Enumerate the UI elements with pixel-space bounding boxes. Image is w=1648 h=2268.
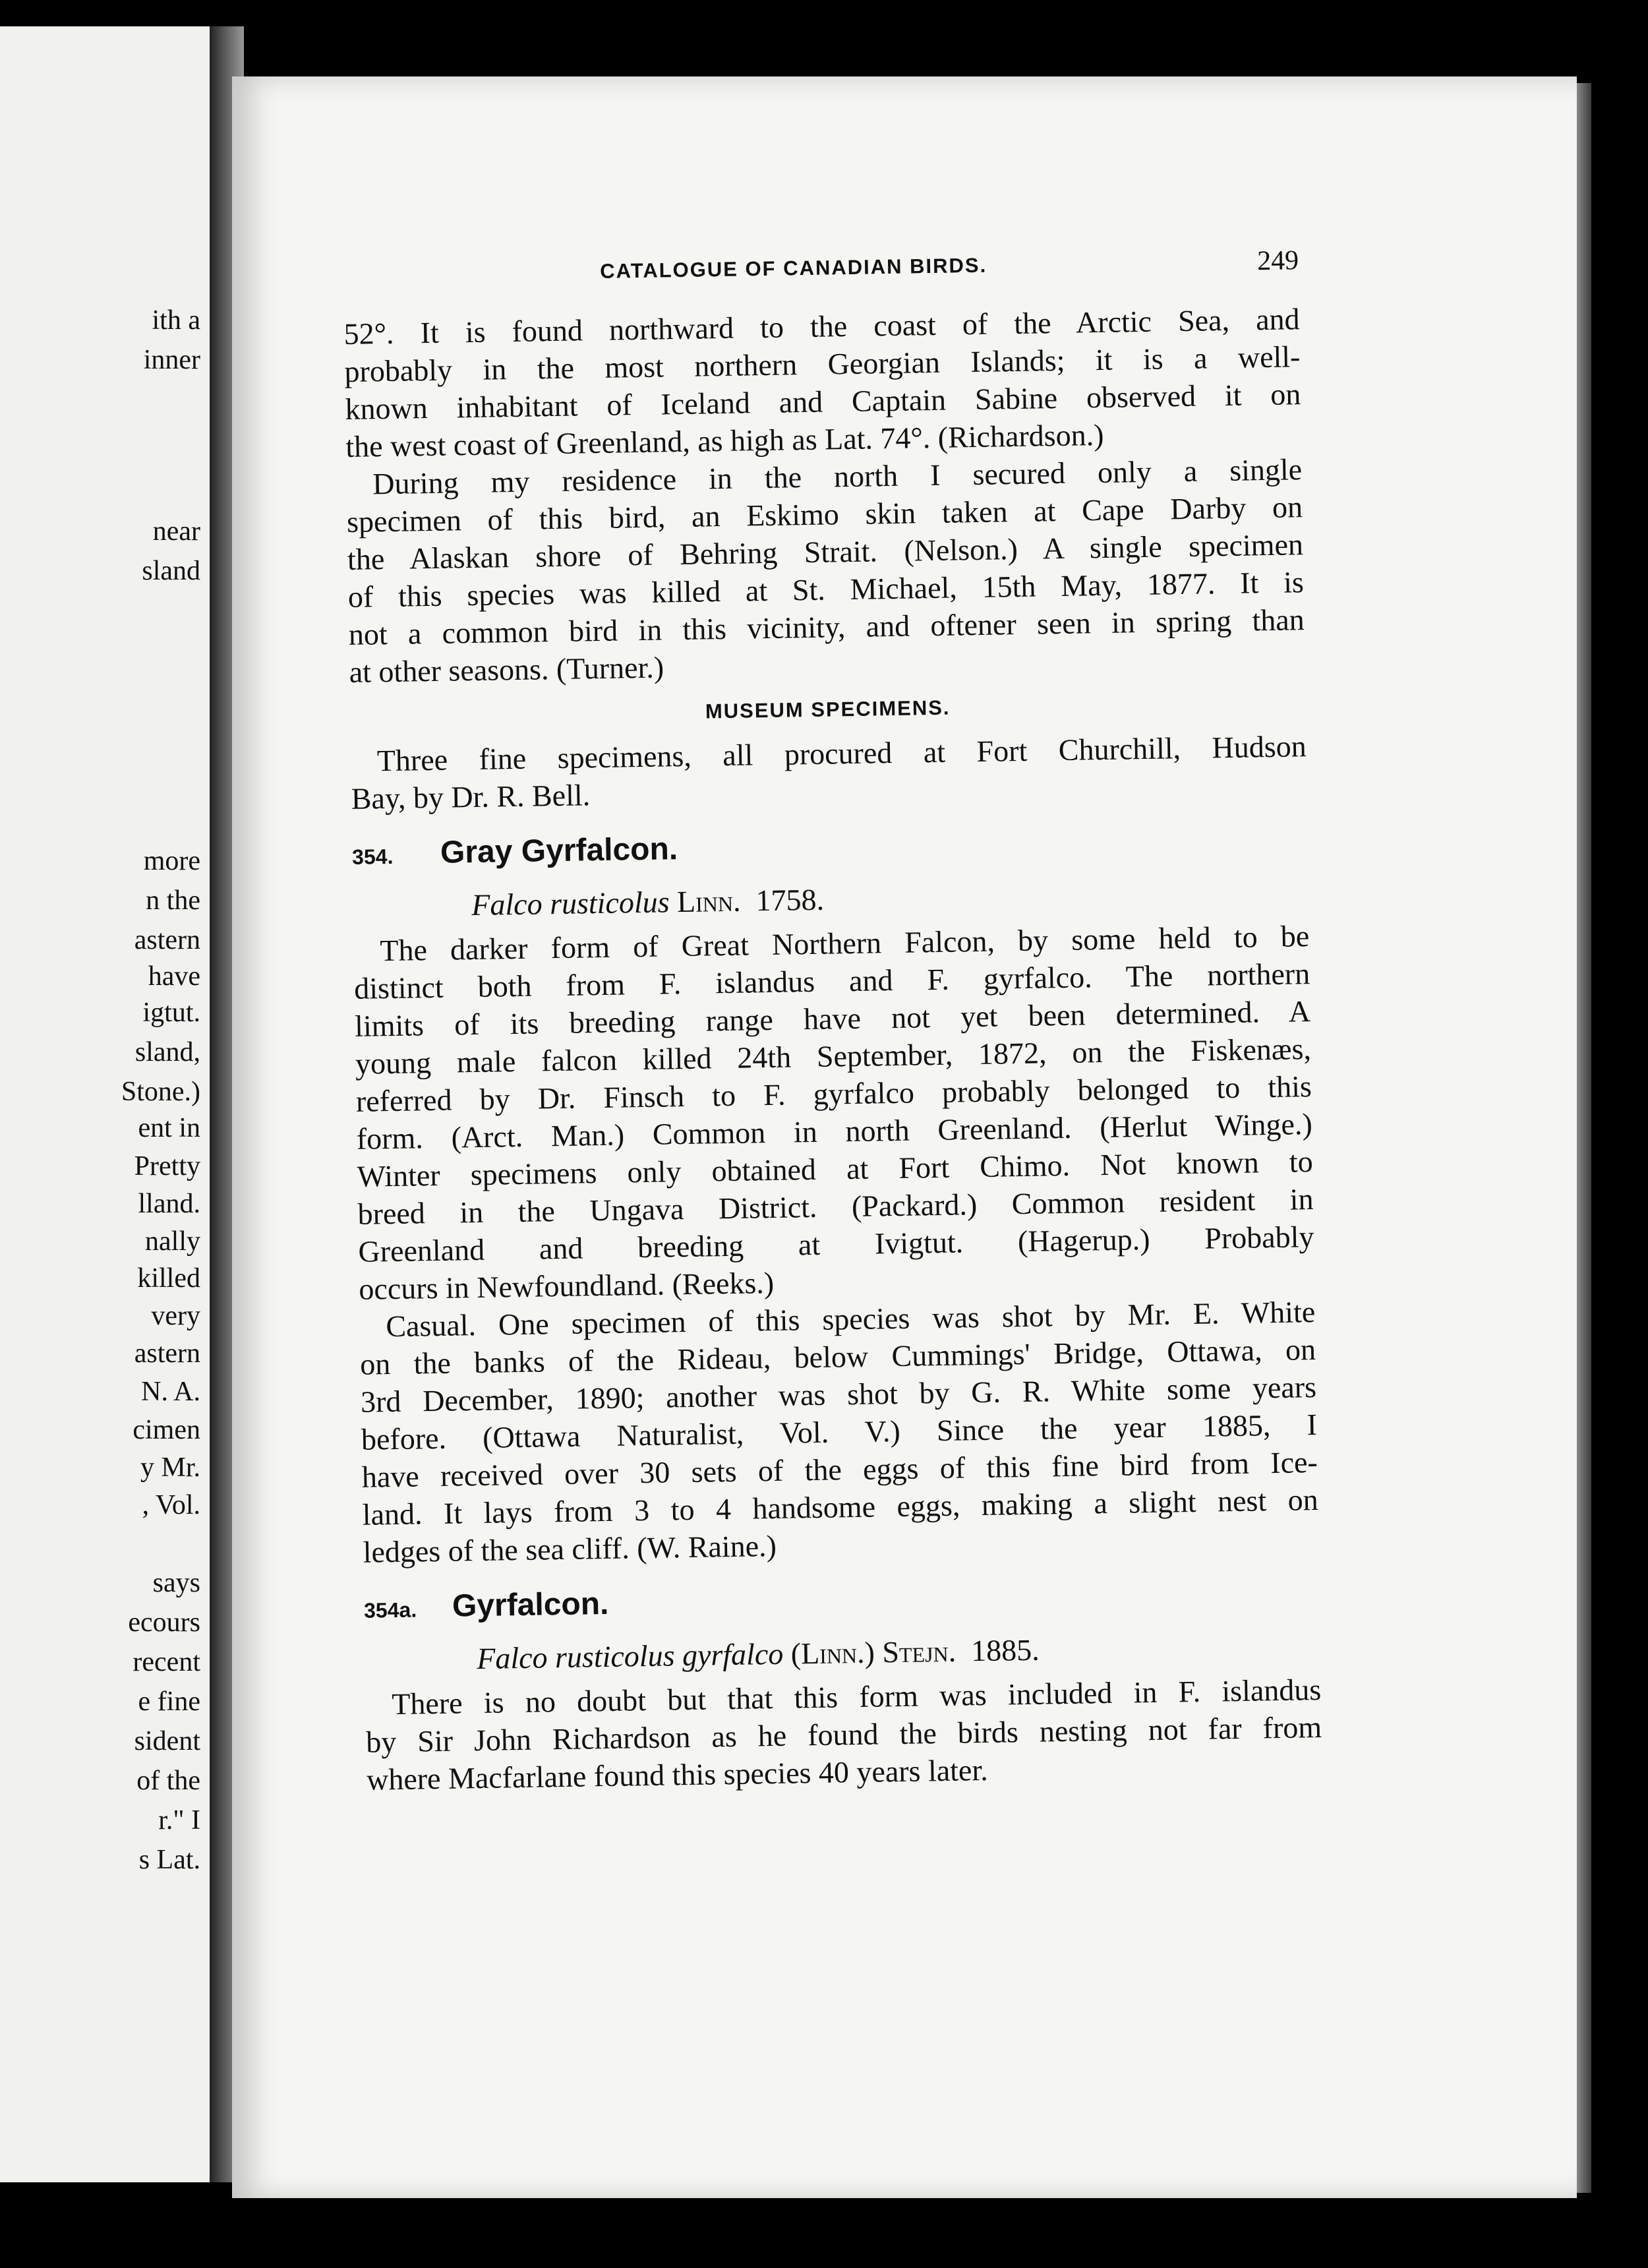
facing-page-line: Stone.) [121,1077,200,1107]
text-line: where Macfarlane found this species 40 years later. [366,1752,989,1797]
text-line: have received over 30 sets of the eggs of this fine bird from Ice- [361,1445,1318,1494]
facing-page-line: igtut. [142,998,200,1028]
running-head-title: CATALOGUE OF CANADIAN BIRDS. [599,253,987,283]
facing-page-line: ecours [128,1607,200,1638]
text-line: before. (Ottawa Naturalist, Vol. V.) Since the year 1885, I [361,1408,1318,1456]
facing-page-line: sland, [134,1037,200,1067]
facing-page-line: ith a [152,305,200,336]
text-line: the Alaskan shore of Behring Strait. (Nelson.) A single specimen [347,527,1304,576]
species-heading-354 [352,821,1309,872]
text-line: specimen of this bird, an Eskimo skin taken at Cape Darby on [346,490,1303,539]
facing-page-line: e fine [138,1686,200,1717]
text-line: the west coast of Greenland, as high as Lat. 74°. (Richardson.) [345,417,1104,463]
text-line: Winter specimens only obtained at Fort Chimo. Not known to [357,1145,1313,1193]
paragraph-gyrfalcon-range [343,300,1301,465]
facing-page-line: astern [134,1338,200,1369]
museum-specimens-heading: MUSEUM SPECIMENS. [705,696,951,723]
text-line: Bay, by Dr. R. Bell. [351,778,591,816]
facing-page-line: nally [145,1226,200,1257]
species-number: 354. [351,844,394,869]
text-line: breed in the Ungava District. (Packard.) Common resident in [357,1182,1314,1231]
text-line: referred by Dr. Finsch to F. gyrfalco probably belonged to this [355,1069,1312,1118]
facing-page-line: s Lat. [138,1845,200,1875]
facing-page-line: y Mr. [140,1452,200,1483]
year: 1758. [755,882,825,918]
year: 1885. [970,1632,1040,1668]
facing-page-line: sland [142,556,200,586]
facing-page-line: lland. [138,1189,200,1219]
text-line: on the banks of the Rideau, below Cummings' Bridge, Ottawa, on [359,1332,1316,1381]
text-line: known inhabitant of Iceland and Captain Sabine observed it on [345,377,1301,426]
facing-page-line: inner [143,345,200,375]
facing-page-line: Pretty [134,1151,200,1181]
facing-page-line: recent [132,1647,200,1677]
text-line: land. It lays from 3 to 4 handsome eggs, making a slight nest on [362,1482,1319,1532]
text-line: 3rd December, 1890; another was shot by G. R. White some years [360,1370,1317,1419]
authority: (Linn.) Stejn. [790,1634,956,1671]
paragraph-residence-notes [346,450,1305,691]
text-line: probably in the most northern Georgian Islands; it is a well- [344,340,1301,388]
facing-page-line: killed [137,1263,200,1294]
scientific-name-line-354a [365,1626,1321,1679]
authority: Linn. [676,883,741,919]
paragraph-casual-records [359,1293,1319,1571]
text-line: form. (Arct. Man.) Common in north Greenland. (Herlut Winge.) [356,1107,1313,1156]
text-line: by Sir John Richardson as he found the birds nesting not far from [365,1710,1322,1759]
page-text-block [343,245,1322,1798]
facing-page-line: cimen [132,1415,200,1445]
text-line: Three fine specimens, all procured at Fort Churchill, Hudson [376,729,1307,778]
text-line: occurs in Newfoundland. (Reeks.) [359,1265,775,1306]
text-line: During my residence in the north I secured only a single [372,452,1303,501]
species-number: 354a. [363,1597,417,1623]
facing-page-line: near [152,516,200,547]
text-line: ledges of the sea cliff. (W. Raine.) [363,1528,777,1569]
text-line: at other seasons. (Turner.) [349,650,664,689]
facing-page-line: N. A. [141,1377,200,1407]
page-edge [1577,83,1591,2193]
scientific-name-line-354 [353,873,1309,926]
facing-page-line: , Vol. [142,1490,200,1520]
paragraph-richardson-note [365,1671,1323,1799]
paragraph-museum-specimens [350,727,1307,818]
text-line: The darker form of Great Northern Falcon, by some held to be [379,919,1310,968]
text-line: limits of its breeding range have not yet been determined. A [354,994,1311,1043]
facing-page-line: have [148,961,200,992]
scientific-name: Falco rusticolus [471,885,670,922]
scientific-name: Falco rusticolus gyrfalco [476,1636,784,1676]
text-line: Casual. One specimen of this species was shot by Mr. E. White [385,1295,1316,1344]
text-line: 52°. It is found northward to the coast of the Arctic Sea, and [343,302,1300,351]
text-line: not a common bird in this vicinity, and oftener seen in spring than [348,603,1305,651]
facing-page-line: very [151,1301,200,1331]
species-name: Gray Gyrfalcon. [440,831,678,870]
facing-page-line: says [152,1568,200,1598]
text-line: distinct both from F. islandus and F. gyrfalco. The northern [353,957,1310,1005]
facing-page-line: n the [146,885,200,916]
facing-page-line: of the [136,1766,200,1796]
text-line: There is no doubt but that this form was included in F. islandus [391,1672,1322,1721]
text-line: Greenland and breeding at Ivigtut. (Hagerup.) Probably [358,1220,1314,1268]
page-number: 249 [1256,245,1299,277]
facing-page-line: r." I [158,1805,200,1835]
facing-page-line: sident [134,1726,200,1756]
facing-page-line: astern [134,925,200,955]
facing-page-fragment [0,26,210,2182]
facing-page-line: more [143,846,200,876]
paragraph-gray-gyrfalcon-description [353,917,1315,1308]
species-heading-354a [364,1574,1320,1626]
facing-page-line: ent in [138,1113,200,1143]
text-line: young male falcon killed 24th September, 1872, on the Fiskenæs, [355,1032,1312,1081]
species-name: Gyrfalcon. [452,1586,609,1624]
text-line: of this species was killed at St. Michael, 15th May, 1877. It is [347,565,1305,614]
